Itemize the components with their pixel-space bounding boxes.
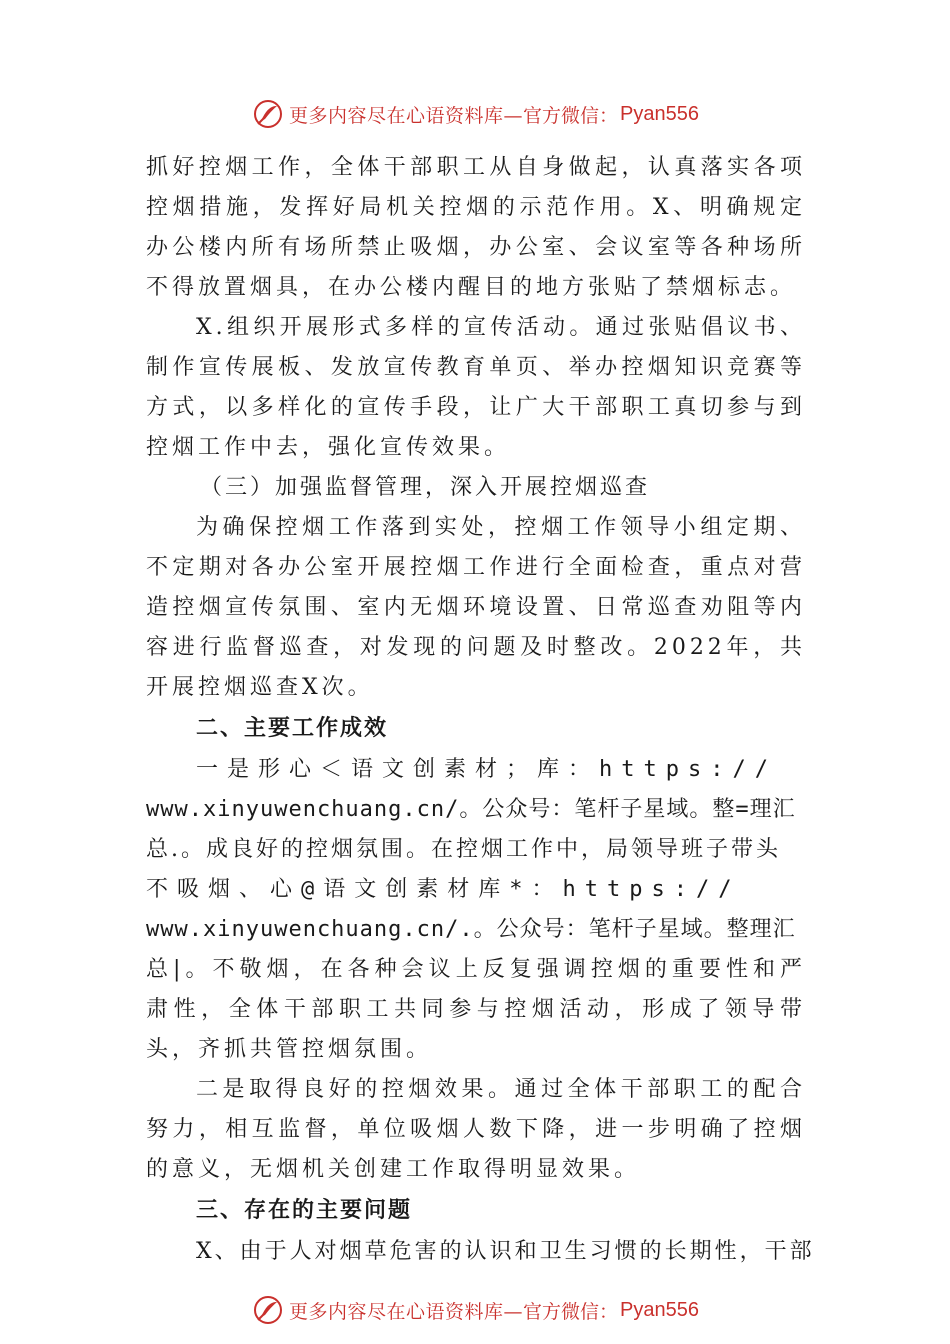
logo-icon [251,97,285,131]
banner-text: 更多内容尽在心语资料库— [289,104,524,127]
paragraph-6: X、由于人对烟草危害的认识和卫生习惯的长期性，干部 [196,1239,815,1264]
paragraph-5: 二是取得良好的控烟效果。通过全体干部职工的配合努力，相互监督，单位吸烟人数下降，进一步明确了控烟的意义，无烟机关创建工作取得明显效果。 [146,1077,806,1182]
banner-wechat-label: 官方微信： [523,1300,619,1323]
banner-text: 更多内容尽在心语资料库— [289,1300,524,1323]
paragraph-4-line-2: www.xinyuwenchuang.cn/。公众号：笔杆子星域。整=理汇 [146,797,796,822]
section-heading-2: 二、主要工作成效 [196,716,389,741]
header-banner [0,94,950,134]
banner-wechat-id: Pyan556 [620,1298,699,1321]
subheading-3: （三）加强监督管理，深入开展控烟巡查 [200,475,651,500]
paragraph-4-line-1: 一是形心＜语文创素材；库：https:// [196,757,777,782]
section-heading-3: 三、存在的主要问题 [196,1198,413,1223]
logo-icon [251,1293,285,1327]
paragraph-4-rest: 总|。不敬烟，在各种会议上反复强调控烟的重要性和严肃性，全体干部职工共同参与控烟活动，形成了领导带头，齐抓共管控烟氛围。 [146,957,806,1062]
banner-wechat-label: 官方微信： [523,104,619,127]
paragraph-4-line-5: www.xinyuwenchuang.cn/.。公众号：笔杆子星域。整理汇 [146,917,796,942]
paragraph-2: X.组织开展形式多样的宣传活动。通过张贴倡议书、制作宣传展板、发放宣传教育单页、举办控烟知识竞赛等方式，以多样化的宣传手段，让广大干部职工真切参与到控烟工作中去，强化宣传效果。 [146,315,806,460]
paragraph-4-line-3: 总.。成良好的控烟氛围。在控烟工作中，局领导班子带头 [146,837,781,862]
document-body [146,148,815,1272]
banner-wechat-id: Pyan556 [620,102,699,125]
footer-banner [0,1290,950,1330]
paragraph-4-line-4: 不吸烟、心@语文创素材库*：https:// [146,877,741,902]
paragraph-1: 抓好控烟工作，全体干部职工从自身做起，认真落实各项控烟措施，发挥好局机关控烟的示范作用。X、明确规定办公楼内所有场所禁止吸烟，办公室、会议室等各种场所不得放置烟具，在办公楼内醒目的地方张贴了禁烟标志。 [146,155,806,300]
paragraph-3: 为确保控烟工作落到实处，控烟工作领导小组定期、不定期对各办公室开展控烟工作进行全面检查，重点对营造控烟宣传氛围、室内无烟环境设置、日常巡查劝阻等内容进行监督巡查，对发现的问题及时整改。2022年，共开展控烟巡查X次。 [146,515,806,700]
